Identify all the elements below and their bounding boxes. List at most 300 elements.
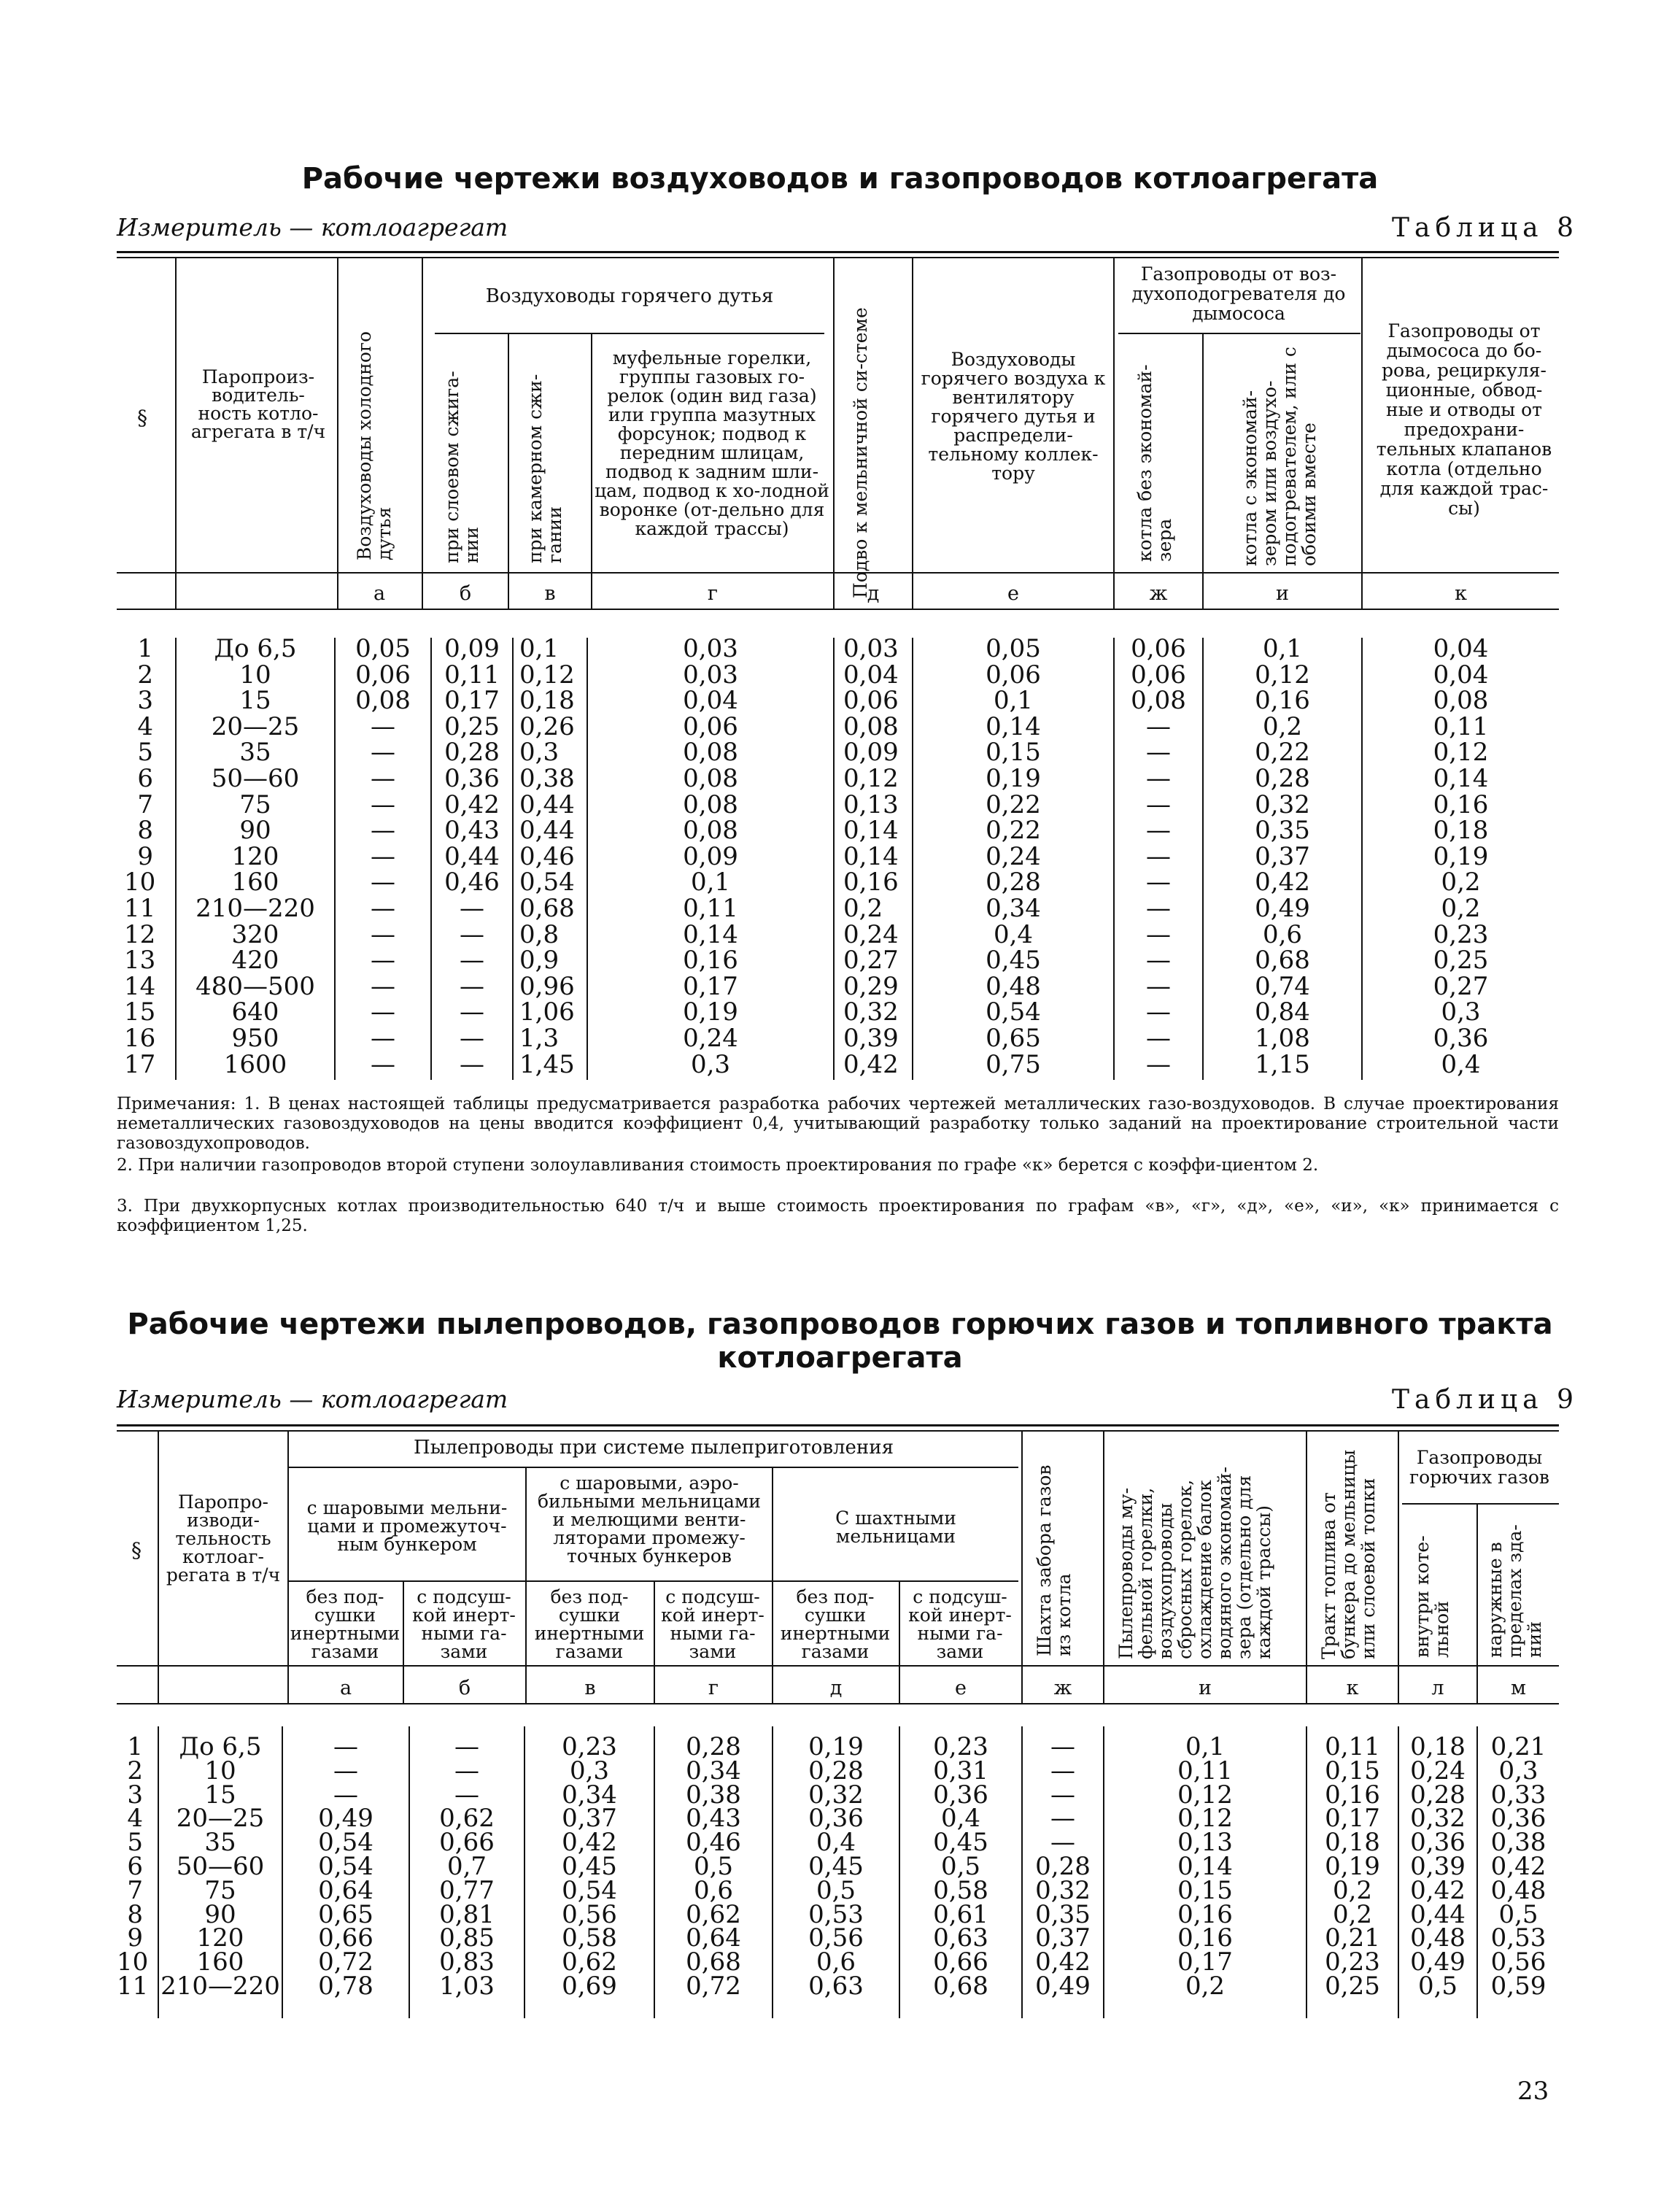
table-cell: 10	[204, 1756, 236, 1785]
t9-letter: б	[458, 1677, 471, 1699]
table-cell: 0,06	[1131, 660, 1186, 690]
table-cell: 0,35	[1035, 1899, 1091, 1929]
table-cell: 0,06	[986, 660, 1041, 690]
table-cell: 0,56	[808, 1923, 864, 1953]
t9-header-no-dry-1: без под-сушки инертными газами	[290, 1586, 400, 1662]
table-cell: 0,53	[1490, 1923, 1547, 1953]
table-cell: —	[371, 1049, 395, 1079]
table-cell: 0,65	[318, 1899, 373, 1929]
table-cell: 0,68	[519, 893, 575, 923]
table-cell: 0,54	[562, 1875, 617, 1905]
table-cell: —	[371, 841, 395, 871]
table-cell: —	[371, 1023, 395, 1053]
table-cell: 0,28	[986, 868, 1041, 897]
table-cell: —	[1146, 971, 1171, 1001]
t8-note-2: 2. При наличии газопроводов второй ступени золоулавливания стоимость проектирования по графе «к» берется с коэффи-циентом 2.	[117, 1156, 1319, 1175]
table-cell: 0,72	[686, 1971, 741, 2001]
table-cell: 0,27	[843, 946, 899, 976]
table-cell: 0,18	[1433, 816, 1489, 846]
t8-header-hot-group: Воздуховоды горячего дутья	[485, 285, 774, 307]
table-cell: 0,48	[1410, 1923, 1466, 1953]
table-cell: 2	[127, 1756, 143, 1785]
table-cell: 1600	[223, 1049, 287, 1079]
table-cell: 0,2	[843, 893, 883, 923]
table-cell: 0,22	[986, 789, 1041, 819]
t8-header-layer: при слоевом сжига-нии	[441, 371, 482, 563]
t9-letter: г	[708, 1677, 719, 1699]
table-cell: 0,21	[1325, 1923, 1380, 1953]
table-cell: —	[371, 789, 395, 819]
table-cell: 0,49	[1255, 893, 1310, 923]
table-cell: 0,34	[686, 1756, 741, 1785]
table-cell: 35	[239, 738, 271, 768]
table-cell: 0,46	[686, 1828, 741, 1858]
table-cell: 0,45	[808, 1851, 864, 1881]
table-cell: 0,11	[1433, 711, 1489, 741]
table-cell: 0,24	[1410, 1756, 1466, 1785]
table-cell: 0,46	[519, 841, 575, 871]
table-cell: —	[460, 1049, 484, 1079]
t9-col-v	[525, 1732, 654, 2001]
table-cell: 0,34	[562, 1780, 617, 1810]
table-cell: 0,31	[933, 1756, 988, 1785]
table-cell: 0,54	[318, 1851, 373, 1881]
table-cell: 0,22	[1255, 738, 1310, 768]
table-cell: 0,03	[683, 660, 738, 690]
table-cell: 0,49	[318, 1804, 373, 1834]
t8-letter: а	[373, 582, 386, 605]
table-cell: 0,35	[1255, 816, 1310, 846]
t8-letter: и	[1276, 582, 1289, 605]
table-cell: 0,08	[843, 711, 899, 741]
table-cell: 0,65	[986, 1023, 1041, 1053]
table-cell: 0,39	[843, 1023, 899, 1053]
table-cell: —	[371, 711, 395, 741]
table-cell: 0,49	[1410, 1947, 1466, 1977]
table-cell: 0,08	[683, 816, 738, 846]
table-cell: 0,5	[940, 1851, 981, 1881]
table-cell: 0,17	[1177, 1947, 1233, 1977]
table-cell: 0,28	[1035, 1851, 1091, 1881]
table-cell: 0,53	[808, 1899, 864, 1929]
table-cell: 0,14	[683, 919, 738, 949]
table-cell: 640	[231, 997, 279, 1027]
table-cell: 20—25	[211, 711, 300, 741]
t9-col-section	[117, 1732, 149, 2001]
table-cell: 0,36	[1490, 1804, 1547, 1834]
table-cell: 0,09	[843, 738, 899, 768]
table-cell: 0,68	[1255, 946, 1310, 976]
table-cell: 0,63	[808, 1971, 864, 2001]
table-cell: —	[1050, 1732, 1075, 1761]
table-cell: 4	[137, 711, 153, 741]
table-cell: 1,03	[439, 1971, 495, 2001]
table-cell: —	[460, 893, 484, 923]
table-cell: 0,24	[986, 841, 1041, 871]
table-cell: 0,3	[519, 738, 560, 768]
table-cell: 0,48	[1490, 1875, 1547, 1905]
table-cell: 0,37	[1035, 1923, 1091, 1953]
table-cell: 0,8	[519, 919, 560, 949]
t8-header-with-econ: котла с экономай-зером или воздухо-подогревателем, или с обоими вместе	[1239, 347, 1320, 566]
t9-header-gas-group: Газопроводы горючих газов	[1409, 1447, 1549, 1488]
t8-col-v	[519, 636, 585, 1078]
table-cell: 0,6	[693, 1875, 734, 1905]
t9-letter: м	[1510, 1677, 1526, 1699]
table-cell: 0,42	[1255, 868, 1310, 897]
table-cell: 0,32	[1035, 1875, 1091, 1905]
table-cell: 0,03	[683, 634, 738, 663]
table-cell: 0,5	[1417, 1971, 1458, 2001]
table-cell: 120	[231, 841, 279, 871]
table-cell: 0,6	[816, 1947, 856, 1977]
table-cell: 75	[239, 789, 271, 819]
table-cell: 0,21	[1490, 1732, 1547, 1761]
table8-number: Таблица 8	[1392, 213, 1579, 243]
table-cell: 0,44	[519, 789, 575, 819]
table-cell: 90	[239, 816, 271, 846]
table-cell: —	[1146, 919, 1171, 949]
table-cell: 0,62	[686, 1899, 741, 1929]
table-cell: 0,23	[933, 1732, 988, 1761]
t8-header-cold-duct: Воздуховоды холодного дутья	[354, 331, 395, 560]
table-cell: 10	[117, 1947, 149, 1977]
table-cell: 0,27	[1433, 971, 1489, 1001]
table-cell: 1	[127, 1732, 143, 1761]
table-cell: 0,38	[1490, 1828, 1547, 1858]
table-cell: 0,36	[444, 763, 500, 793]
t9-letter: а	[339, 1677, 352, 1699]
t8-col-capacity	[178, 636, 333, 1078]
table-cell: 0,3	[1498, 1756, 1538, 1785]
table-cell: 0,44	[1410, 1899, 1466, 1929]
table-cell: 0,06	[1131, 634, 1186, 663]
table-cell: 0,5	[816, 1875, 856, 1905]
table-cell: 0,49	[1035, 1971, 1091, 2001]
table-cell: 0,34	[986, 893, 1041, 923]
t9-header-shaft: С шахтными мельницами	[835, 1507, 956, 1547]
table-cell: 0,18	[1325, 1828, 1380, 1858]
table-cell: 15	[124, 997, 156, 1027]
table-cell: —	[460, 997, 484, 1027]
table-cell: 0,54	[519, 868, 575, 897]
table-cell: 14	[124, 971, 156, 1001]
table-cell: —	[1146, 789, 1171, 819]
t8-header-muffle: муфельные горелки, группы газовых го-релок (один вид газа) или группа мазутных форсунок; подвод к передним шлицам, подвод к задним шли-цам, подвод к хо-лодной воронке (от-дельно для каждой трассы)	[595, 347, 829, 539]
table-cell: 0,32	[1410, 1804, 1466, 1834]
table-cell: 0,19	[1433, 841, 1489, 871]
table-cell: 0,77	[439, 1875, 495, 1905]
t8-col-i	[1204, 636, 1361, 1078]
t9-col-m	[1478, 1732, 1559, 2001]
table-cell: 0,4	[1441, 1049, 1481, 1079]
table-cell: 0,33	[1490, 1780, 1547, 1810]
table-cell: 9	[137, 841, 153, 871]
table-cell: 0,14	[843, 816, 899, 846]
table-cell: 0,75	[986, 1049, 1041, 1079]
table-cell: 0,42	[843, 1049, 899, 1079]
table-cell: 0,06	[683, 711, 738, 741]
table-cell: 0,28	[686, 1732, 741, 1761]
page-number: 23	[1517, 2077, 1549, 2106]
table-cell: 0,68	[933, 1971, 988, 2001]
table-cell: 5	[127, 1828, 143, 1858]
table-cell: —	[454, 1732, 479, 1761]
table-cell: —	[454, 1780, 479, 1810]
table-cell: 0,36	[808, 1804, 864, 1834]
table-cell: 0,16	[1255, 686, 1310, 716]
table-cell: 75	[204, 1875, 236, 1905]
table-cell: 0,4	[993, 919, 1034, 949]
table-cell: 0,56	[562, 1899, 617, 1929]
table-cell: 0,12	[519, 660, 575, 690]
t9-header-dust-group: Пылепроводы при системе пылеприготовления	[414, 1437, 894, 1459]
table-cell: —	[1050, 1828, 1075, 1858]
table-cell: 0,28	[444, 738, 500, 768]
table-cell: 3	[127, 1780, 143, 1810]
table-cell: 0,11	[444, 660, 500, 690]
t9-letter: д	[829, 1677, 843, 1699]
t9-col-i	[1104, 1732, 1306, 2001]
table-cell: 2	[137, 660, 153, 690]
table-cell: 0,2	[1332, 1875, 1373, 1905]
table-cell: 10	[124, 868, 156, 897]
table-cell: 0,11	[1177, 1756, 1233, 1785]
table-cell: 0,38	[686, 1780, 741, 1810]
table-cell: 0,85	[439, 1923, 495, 1953]
t8-letter: к	[1455, 582, 1467, 605]
table-cell: 0,22	[986, 816, 1041, 846]
table-cell: 0,78	[318, 1971, 373, 2001]
table-cell: 0,17	[444, 686, 500, 716]
table-cell: —	[460, 1023, 484, 1053]
table-cell: 0,18	[519, 686, 575, 716]
table-cell: —	[1146, 738, 1171, 768]
table-cell: 0,11	[1325, 1732, 1380, 1761]
t8-letter: б	[459, 582, 472, 605]
table-cell: До 6,5	[179, 1732, 262, 1761]
table-cell: 0,54	[318, 1828, 373, 1858]
t8-header-chamber: при камерном сжи-гании	[524, 374, 565, 563]
t8-col-zh	[1115, 636, 1202, 1078]
t9-col-l	[1399, 1732, 1476, 2001]
table-cell: 0,23	[1325, 1947, 1380, 1977]
table-cell: 0,15	[1177, 1875, 1233, 1905]
t9-header-muffle: Пылепроводы му-фельной горелки, воздухопроводы сбросных горелок, охлаждение балок водяного экономай-зера (отдельно для каждой трассы)	[1115, 1467, 1274, 1659]
t9-header-no-dry-3: без под-сушки инертными газами	[780, 1586, 891, 1662]
table-cell: 0,42	[1410, 1875, 1466, 1905]
table-cell: 0,17	[1325, 1804, 1380, 1834]
table-cell: —	[333, 1732, 358, 1761]
t8-col-a	[336, 636, 430, 1078]
table-cell: 15	[204, 1780, 236, 1810]
table-cell: 4	[127, 1804, 143, 1834]
table-cell: 120	[196, 1923, 244, 1953]
table-cell: 0,06	[355, 660, 411, 690]
table-cell: 0,25	[444, 711, 500, 741]
table-cell: 0,66	[439, 1828, 495, 1858]
table-cell: 0,08	[355, 686, 411, 716]
table-cell: 0,06	[843, 686, 899, 716]
table-cell: 9	[127, 1923, 143, 1953]
table-cell: 0,14	[986, 711, 1041, 741]
table-cell: 0,19	[1325, 1851, 1380, 1881]
table-cell: 12	[124, 919, 156, 949]
table-cell: 0,14	[843, 841, 899, 871]
table-cell: 1	[137, 634, 153, 663]
table-cell: 1,3	[519, 1023, 560, 1053]
table-cell: 0,13	[843, 789, 899, 819]
table-cell: 0,29	[843, 971, 899, 1001]
table-cell: —	[1146, 1023, 1171, 1053]
t8-col-g	[588, 636, 833, 1078]
table-cell: —	[371, 738, 395, 768]
table-cell: 0,9	[519, 946, 560, 976]
table-cell: 20—25	[176, 1804, 265, 1834]
t9-header-mine: Шахта забора газов из котла	[1034, 1464, 1075, 1656]
table-cell: —	[1146, 997, 1171, 1027]
table-cell: 0,26	[519, 711, 575, 741]
t8-col-b	[432, 636, 512, 1078]
table-cell: 1,08	[1255, 1023, 1310, 1053]
table-cell: 0,84	[1255, 997, 1310, 1027]
t8-letter: е	[1007, 582, 1019, 605]
table-cell: 0,28	[808, 1756, 864, 1785]
t8-note-1: Примечания: 1. В ценах настоящей таблицы предусматривается разработка рабочих чертежей металлических газо-воздуховодов. В случае проектирования неметаллических газовоздуховодов на цены вводится коэффициент 0,4, учитывающий разработку только заданий на проектирование строительной части газовоздухопроводов.	[117, 1094, 1559, 1153]
table-cell: 8	[127, 1899, 143, 1929]
table-cell: 0,16	[1433, 789, 1489, 819]
table-cell: 0,24	[683, 1023, 738, 1053]
table-cell: 0,45	[986, 946, 1041, 976]
table-cell: —	[1146, 763, 1171, 793]
table-cell: 0,08	[1131, 686, 1186, 716]
table-cell: 0,19	[808, 1732, 864, 1761]
table-cell: 420	[231, 946, 279, 976]
t9-header-dry-3: с подсуш-кой инерт-ными га-зами	[908, 1586, 1012, 1662]
table-cell: 50—60	[176, 1851, 265, 1881]
table-cell: 0,37	[1255, 841, 1310, 871]
t8-col-section	[124, 634, 156, 1079]
t8-letter: в	[544, 582, 556, 605]
t9-letter: е	[955, 1677, 967, 1699]
table-cell: 0,36	[933, 1780, 988, 1810]
t8-header-section: §	[137, 406, 147, 430]
table-cell: 950	[231, 1023, 279, 1053]
table-cell: 7	[127, 1875, 143, 1905]
table-cell: 3	[137, 686, 153, 716]
table-cell: 0,96	[519, 971, 575, 1001]
table-cell: —	[371, 893, 395, 923]
table-cell: 0,36	[1433, 1023, 1489, 1053]
table-cell: 0,1	[993, 686, 1034, 716]
table-cell: 0,23	[562, 1732, 617, 1761]
table8-measure: Измеритель — котлоагрегат	[117, 213, 508, 242]
table-cell: 0,25	[1325, 1971, 1380, 2001]
table-cell: 0,46	[444, 868, 500, 897]
table-cell: 210—220	[160, 1971, 280, 2001]
table-cell: —	[1146, 816, 1171, 846]
table-cell: 0,28	[1255, 763, 1310, 793]
table-cell: 0,66	[318, 1923, 373, 1953]
t8-header-capacity: Паропроиз-водитель-ность котло-агрегата в т/ч	[190, 366, 326, 442]
table-cell: 0,42	[1490, 1851, 1547, 1881]
table-cell: 0,44	[444, 841, 500, 871]
t9-col-zh	[1023, 1732, 1103, 2001]
table-cell: —	[1050, 1756, 1075, 1785]
table-cell: 0,1	[1262, 634, 1303, 663]
table-cell: 0,39	[1410, 1851, 1466, 1881]
table-cell: 0,19	[986, 763, 1041, 793]
table-cell: 0,14	[1177, 1851, 1233, 1881]
table-cell: —	[1146, 1049, 1171, 1079]
table9-number: Таблица 9	[1392, 1385, 1579, 1415]
table-cell: 0,12	[1177, 1780, 1233, 1810]
table-cell: —	[1050, 1804, 1075, 1834]
table-cell: 0,61	[933, 1899, 988, 1929]
table-cell: 0,38	[519, 763, 575, 793]
table-cell: 0,2	[1441, 868, 1481, 897]
table-cell: 0,08	[683, 789, 738, 819]
t8-note-3: 3. При двухкорпусных котлах производительностью 640 т/ч и выше стоимость проектирования по графам «в», «г», «д», «е», «и», «к» принимается с коэффициентом 1,25.	[117, 1197, 1559, 1235]
table-cell: 160	[196, 1947, 244, 1977]
table-cell: 0,58	[933, 1875, 988, 1905]
table-cell: 50—60	[211, 763, 300, 793]
table-cell: 0,16	[843, 868, 899, 897]
table-cell: 1,06	[519, 997, 575, 1027]
t9-header-outside: наружные в пределах зда-ний	[1484, 1524, 1545, 1658]
t9-col-e	[900, 1732, 1021, 2001]
t9-col-d	[773, 1732, 899, 2001]
table-cell: 0,62	[439, 1804, 495, 1834]
table-cell: —	[1050, 1780, 1075, 1810]
table-cell: 0,32	[808, 1780, 864, 1810]
table-cell: 0,12	[1433, 738, 1489, 768]
table-cell: 210—220	[196, 893, 315, 923]
t8-col-k	[1363, 636, 1559, 1078]
table-cell: 0,05	[355, 634, 411, 663]
table-cell: 0,2	[1332, 1899, 1373, 1929]
table-cell: 0,16	[1177, 1899, 1233, 1929]
table9-title-line1: Рабочие чертежи пылепроводов, газопроводов горючих газов и топливного тракта	[127, 1308, 1553, 1341]
table-cell: 0,42	[562, 1828, 617, 1858]
table-cell: —	[1146, 893, 1171, 923]
table-cell: 0,28	[1410, 1780, 1466, 1810]
table-cell: 1,15	[1255, 1049, 1310, 1079]
table-cell: —	[460, 946, 484, 976]
table-cell: 0,09	[444, 634, 500, 663]
table-cell: 11	[124, 893, 156, 923]
table-cell: 0,6	[1262, 919, 1303, 949]
t8-col-d	[843, 636, 910, 1078]
table-cell: 0,16	[1325, 1780, 1380, 1810]
table-cell: 0,63	[933, 1923, 988, 1953]
table-cell: 0,2	[1185, 1971, 1226, 2001]
t8-header-gas-exhaust: Газопроводы от дымососа до бо-рова, рециркуля-ционные, обвод-ные и отводы от предохрани-тельных клапанов котла (отдельно для каждой трас-сы)	[1376, 320, 1552, 519]
table-cell: 0,24	[843, 919, 899, 949]
table-cell: 0,2	[1441, 893, 1481, 923]
table-cell: 0,1	[690, 868, 731, 897]
t9-header-fuel: Тракт топлива от бункера до мельницы или слоевой топки	[1318, 1449, 1379, 1659]
table-cell: 1,45	[519, 1049, 575, 1079]
table-cell: 0,43	[686, 1804, 741, 1834]
t9-col-g	[655, 1732, 772, 2001]
table-cell: 0,04	[1433, 634, 1489, 663]
t9-header-dry-1: с подсуш-кой инерт-ными га-зами	[412, 1586, 516, 1662]
table-cell: 0,54	[986, 997, 1041, 1027]
table-cell: 17	[124, 1049, 156, 1079]
table-cell: 0,62	[562, 1947, 617, 1977]
table-cell: 0,04	[843, 660, 899, 690]
